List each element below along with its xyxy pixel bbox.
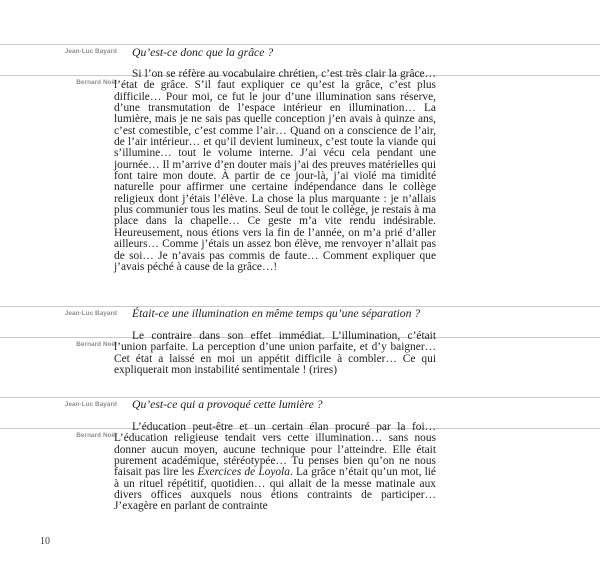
answer-text: Le contraire dans son effet immédiat. L’illumination, c’était l’union parfaite. La perception d’une union parfaite, et d’y baigner… Cet état a laissé en moi un appétit difficile à combler… Ce qui expliquerait mon instabilité sentimentale ! (rires) bbox=[114, 330, 436, 377]
answer-text-part: . La grâce n’était qu’un mot, lié à un rituel répétitif, quotidien… qui allait de la messe matinale aux divers offices auxquels nous étions contraints de participer… J’exagère en parlant de contrainte bbox=[114, 466, 436, 513]
speaker-name: Bernard Noël bbox=[76, 341, 117, 348]
page-number: 10 bbox=[40, 536, 50, 547]
speaker-name: Jean-Luc Bayard bbox=[64, 310, 117, 317]
question-text: Qu’est-ce donc que la grâce ? bbox=[132, 46, 274, 59]
answer-text-part: L’éducation peut-être et un certain élan procuré par la foi… L’éducation religieuse tendait vers cette illumination… sans nous donner aucun moyen, aucune technique pour l’atteindre. Elle était purement académique, stéréotypée… Tu penses bien qu’on ne nous faisait pas lire les bbox=[114, 421, 436, 479]
answer-text: Si l’on se réfère au vocabulaire chrétien, c’est très clair la grâce… l’état de grâce. S’il faut expliquer ce qu’est la grâce, c’est plus difficile… Pour moi, ce fut le jour d’une illumination sans réserve, d’une transmutation de l’espace intérieur en illumination… La lumière, mais je ne sais pas quelle conception j’en avais à quinze ans, c’est comestible, c’est comme l’air… Quand on a conscience de l’air, de l’air intérieur… et qu’il devient lumineux, c’est toute la viande qui s’illumine… tout le volume interne. J’ai vécu cela pendant une journée… Il m’arrive d’en douter mais j’ai des preuves matérielles qui font taire mon doute. À partir de ce jour-là, j’ai violé ma timidité naturelle pour affirmer une certaine indépendance dans le collège religieux dont j’étais l’élève. La chose la plus marquante : je n’allais plus communier tous les matins. Seul de tout le collège, je restais à ma place dans la chapelle… Ce geste m’a vite rendu indésirable. Heureusement, nous étions vers la fin de l’année, on m’a prié d’aller ailleurs… Comme j’étais un assez bon élève, me renvoyer n’allait pas de soi… Je n’avais pas commis de faute… Comment expliquer que j’avais péché à cause de la grâce…! bbox=[114, 68, 436, 273]
question-text: Qu’est-ce qui a provoqué cette lumière ? bbox=[132, 398, 323, 411]
speaker-name: Bernard Noël bbox=[76, 432, 117, 439]
question-text: Était-ce une illumination en même temps qu’une séparation ? bbox=[132, 307, 421, 320]
speaker-name: Jean-Luc Bayard bbox=[64, 48, 117, 55]
speaker-name: Jean-Luc Bayard bbox=[64, 401, 117, 408]
separator-rule bbox=[0, 44, 600, 45]
speaker-name: Bernard Noël bbox=[76, 79, 117, 86]
answer-text bbox=[114, 422, 436, 513]
book-title: Exercices de Loyola bbox=[197, 466, 290, 479]
